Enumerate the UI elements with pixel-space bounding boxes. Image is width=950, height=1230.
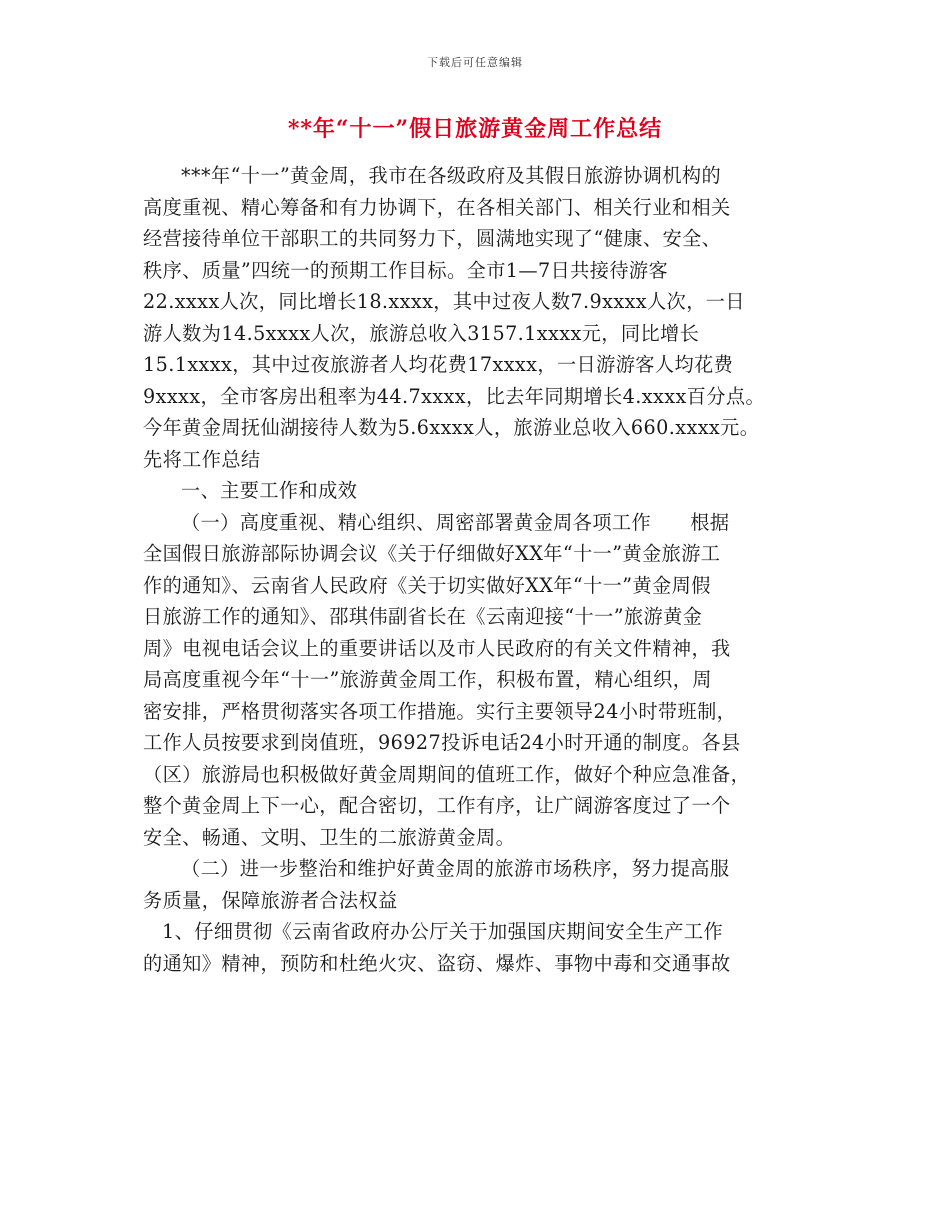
text-line: 密安排，严格贯彻落实各项工作措施。实行主要领导24小时带班制， bbox=[143, 699, 737, 723]
document-body bbox=[143, 160, 815, 979]
text-line: 安全、畅通、文明、卫生的二旅游黄金周。 bbox=[143, 825, 516, 849]
text-line: 的通知》精神，预防和杜绝火灾、盗窃、爆炸、事物中毒和交通事故 bbox=[143, 951, 731, 975]
text-line: 全国假日旅游部际协调会议《关于仔细做好XX年“十一”黄金旅游工 bbox=[143, 542, 721, 565]
text-line: 日旅游工作的通知》、邵琪伟副省长在《云南迎接“十一”旅游黄金 bbox=[143, 605, 703, 628]
subsection-heading: （一）高度重视、精心组织、周密部署黄金周各项工作 根据 bbox=[181, 510, 730, 534]
text-line: 工作人员按要求到岗值班，96927投诉电话24小时开通的制度。各县 bbox=[143, 731, 741, 754]
subsection-heading: （二）进一步整治和维护好黄金周的旅游市场秩序，努力提高服 bbox=[181, 857, 730, 880]
text-line: 先将工作总结 bbox=[143, 447, 261, 471]
text-line: 周》电视电话会议上的重要讲话以及市人民政府的有关文件精神，我 bbox=[143, 636, 731, 660]
text-line: 游人数为14.5xxxx人次，旅游总收入3157.1xxxx元，同比增长 bbox=[143, 321, 700, 345]
text-line: 整个黄金周上下一心，配合密切，工作有序，让广阔游客度过了一个 bbox=[143, 794, 731, 817]
text-line: 务质量，保障旅游者合法权益 bbox=[143, 888, 398, 912]
text-line: 作的通知》、云南省人民政府《关于切实做好XX年“十一”黄金周假 bbox=[143, 573, 711, 597]
section-heading: 一、主要工作和成效 bbox=[181, 479, 358, 502]
text-line: ***年“十一”黄金周，我市在各级政府及其假日旅游协调机构的 bbox=[181, 164, 722, 187]
text-line: 15.1xxxx，其中过夜旅游者人均花费17xxxx，一日游游客人均花费 bbox=[143, 353, 734, 376]
document-title: **年“十一”假日旅游黄金周工作总结 bbox=[287, 116, 663, 142]
text-line: 22.xxxx人次，同比增长18.xxxx，其中过夜人数7.9xxxx人次，一日 bbox=[143, 290, 745, 313]
text-line: 高度重视、精心筹备和有力协调下，在各相关部门、相关行业和相关 bbox=[143, 195, 731, 219]
text-line: 局高度重视今年“十一”旅游黄金周工作，积极布置，精心组织，周 bbox=[143, 668, 712, 691]
text-line: 秩序、质量”四统一的预期工作目标。全市1—7日共接待游客 bbox=[143, 258, 669, 282]
text-line: 9xxxx，全市客房出租率为44.7xxxx，比去年同期增长4.xxxx百分点。 bbox=[143, 384, 766, 408]
list-item: 1、仔细贯彻《云南省政府办公厅关于加强国庆期间安全生产工作 bbox=[162, 920, 724, 943]
download-note: 下载后可任意编辑 bbox=[427, 56, 523, 69]
text-line: 经营接待单位干部职工的共同努力下，圆满地实现了“健康、安全、 bbox=[143, 227, 722, 250]
text-line: （区）旅游局也积极做好黄金周期间的值班工作，做好个种应急准备， bbox=[143, 762, 751, 786]
text-line: 今年黄金周抚仙湖接待人数为5.6xxxx人，旅游业总收入660.xxxx元。 bbox=[143, 416, 760, 439]
